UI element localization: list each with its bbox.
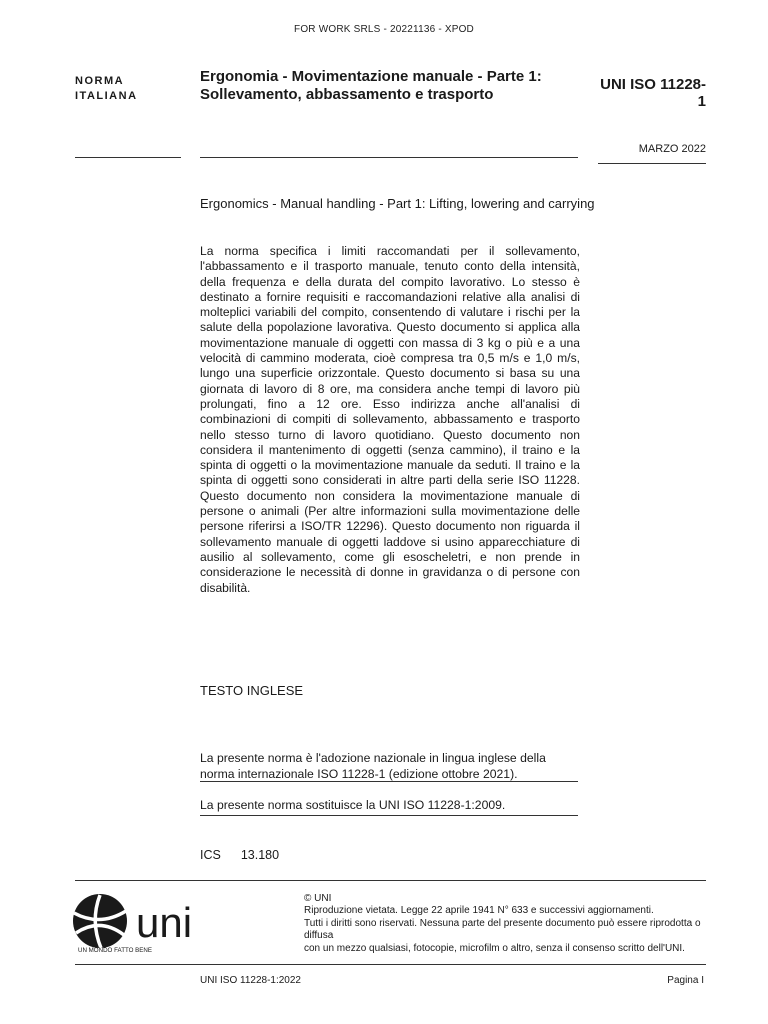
adoption-underline [200,781,578,782]
replacement-statement: La presente norma sostituisce la UNI ISO 11228-1:2009. [200,798,506,812]
adoption-statement: La presente norma è l'adozione nazionale in lingua inglese della norma internazionale ISO 11228-1 (edizione ottobre 2021). [200,751,546,781]
uni-globe-icon [73,894,127,948]
copyright-line-3: Tutti i diritti sono riservati. Nessuna parte del presente documento può essere riprodotta o diffusa [304,917,701,942]
uni-tagline: UN MONDO FATTO BENE [78,947,153,953]
abstract-text: La norma specifica i limiti raccomandati per il sollevamento, l'abbassamento e il trasporto manuale, tenuto conto della intensità, della frequenza e della durata del compito lavorativo. Lo stesso è destinato a fornire requisiti e raccomandazioni relative alla analisi di molteplici variabili del compito, consentendo di valutare i rischi per la salute della popolazione lavorativa. Questo documento si applica alla movimentazione manuale di oggetti con massa di 3 kg o più e a una velocità di cammino moderata, cioè compresa tra 0,5 m/s e 1,0 m/s, lungo una superficie orizzontale. Questo documento si basa su una giornata di lavoro di 8 ore, ma considera anche tempi di lavoro più prolungati, fino a 12 ore. Esso indirizza anche all'analisi di combinazioni di compiti di sollevamento, abbassamento e trasporto nello stesso turno di lavoro quotidiano. Questo documento non considera il mantenimento di oggetti (senza cammino), il traino e la spinta di oggetti o la movimentazione manuale da seduti. Il traino e la spinta di oggetti sono considerati in altre parti della serie ISO 11228. Questo documento non considera la movimentazione manuale di persone o animali (Per altre informazioni sulla movimentazione delle persone riferirsi a ISO/TR 12296). Questo documento non riguarda il sollevamento manuale di oggetti laddove si usino apparecchiature di ausilio al sollevamento, come gli esoscheletri, e non prende in considerazione le necessità di donne in gravidanza o di persone con disabilità. [200,244,580,595]
copyright-line-4: con un mezzo qualsiasi, fotocopie, microfilm o altro, senza il consenso scritto dell'UNI. [304,942,685,954]
divider-right [598,163,706,164]
publication-date: MARZO 2022 [638,143,706,155]
page-number: Pagina I [667,975,704,986]
ics-value: 13.180 [240,848,280,862]
document-title [200,68,560,104]
watermark-stamp: FOR WORK SRLS - 20221136 - XPOD [294,24,474,35]
divider-middle [200,157,578,158]
divider-left [75,157,181,158]
copyright-line-1: © UNI [304,893,332,904]
title-line-1: Ergonomia - Movimentazione manuale - Parte 1: [200,68,542,85]
footer-bottom-divider [75,964,706,965]
uni-logo [70,893,238,953]
italiana-line: ITALIANA [75,90,138,102]
footer-standard-code: UNI ISO 11228-1:2022 [200,975,301,986]
copyright-notice [304,893,704,955]
ics-label: ICS [200,848,221,862]
footer-divider [75,880,706,881]
ics-classification [200,848,279,862]
english-title: Ergonomics - Manual handling - Part 1: Lifting, lowering and carrying [200,196,595,211]
copyright-line-2: Riproduzione vietata. Legge 22 aprile 1941 N° 633 e successivi aggiornamenti. [304,905,654,917]
norma-line: NORMA [75,75,125,87]
uni-wordmark: uni [136,899,193,946]
standard-code: UNI ISO 11228-1 [600,76,706,110]
norma-label [75,74,138,104]
replacement-underline [200,815,578,816]
testo-heading: TESTO INGLESE [200,683,304,698]
title-line-2: Sollevamento, abbassamento e trasporto [200,86,494,103]
